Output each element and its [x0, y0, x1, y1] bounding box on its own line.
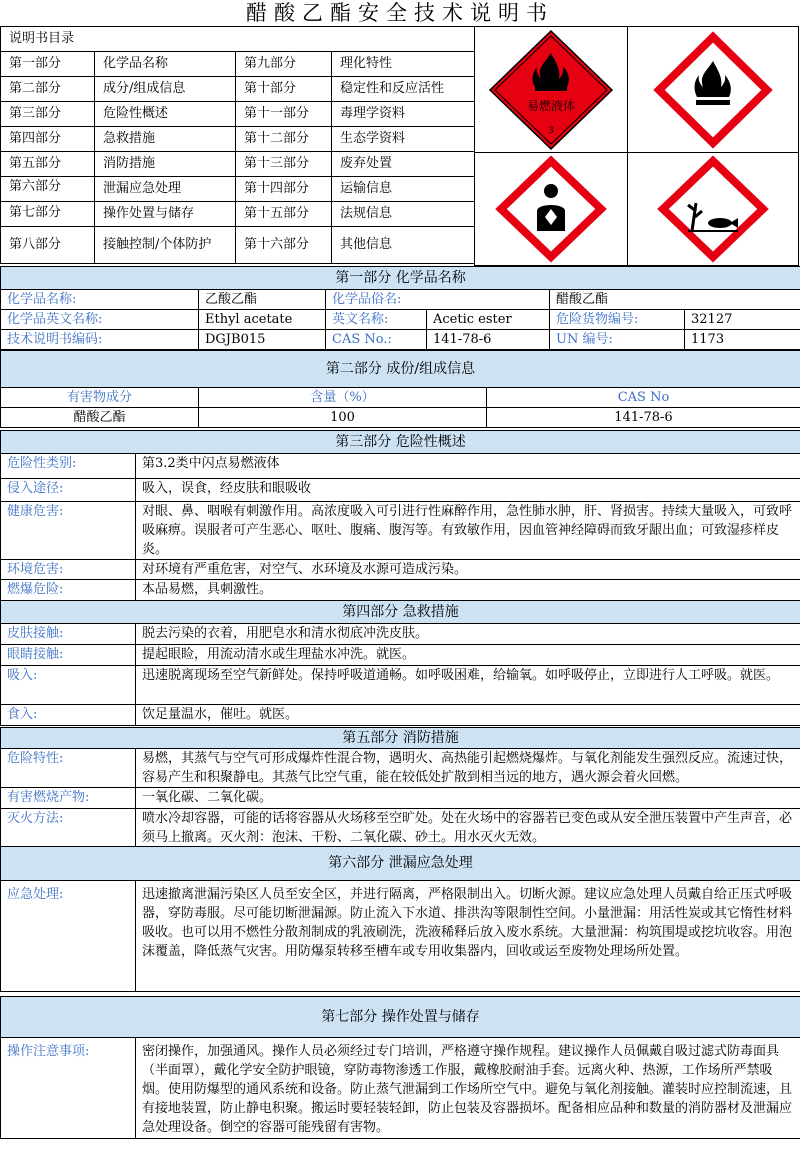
section-6-table: 第六部分 泄漏应急处理 应急处理: 迅速撤离泄漏污染区人员至安全区，并进行隔离，严格限制出入。切断火源。建议应急处理人员戴自给正压式呼吸器，穿防毒服。尽可能切断泄漏源。防止流入下水道、排洪沟等限制性空间。小量泄漏：用活性炭或其它惰性材料吸收。也可以用不燃性分散剂制成的乳液刷洗，洗液稀释后放入废水系统。大量泄漏：构筑围堤或挖坑收容。用泡沫覆盖，降低蒸气灾害。用防爆泵转移至槽车或专用收集器内，回收或运至废物处理场所处置。	[0, 846, 800, 992]
section-5-title: 第五部分 消防措施	[1, 728, 800, 749]
pictogram-cell	[474, 26, 628, 153]
toc-row: 第二部分 成分/组成信息 第十部分 稳定性和反应活性	[1, 77, 475, 102]
section-3-title: 第三部分 危险性概述	[1, 431, 800, 454]
ghs-environment-icon	[628, 153, 798, 265]
section-2-table: 第二部分 成份/组成信息 有害物成分 含量（%） CAS No 醋酸乙酯 100 141-78-6	[0, 350, 800, 428]
toc-row: 第四部分 急救措施 第十二部分 生态学资料	[1, 127, 475, 152]
toc-row: 第五部分 消防措施 第十三部分 废弃处置	[1, 152, 475, 177]
section-4-table: 第四部分 急救措施 皮肤接触: 脱去污染的衣着，用肥皂水和清水彻底冲洗皮肤。 眼睛接触: 提起眼睑，用流动清水或生理盐水冲洗。就医。 吸入: 迅速脱离现场至空气新鲜处。保持呼吸道通畅。如呼吸困难，给输氧。如呼吸停止，立即进行人工呼吸。就医。 食入: 饮足量温水，催吐。就医。	[0, 600, 800, 726]
section-5-table: 第五部分 消防措施 危险特性: 易燃，其蒸气与空气可形成爆炸性混合物，遇明火、高热能引起燃烧爆炸。与氧化剂能发生强烈反应。流速过快，容易产生和积聚静电。其蒸气比空气重，能在较低处扩散到相当远的地方，遇火源会着火回燃。 有害燃烧产物: 一氧化碳、二氧化碳。 灭火方法: 喷水冷却容器，可能的话将容器从火场移至空旷处。处在火场中的容器若已变色或从安全泄压装置中产生声音，必须马上撤离。灭火剂：泡沫、干粉、二氧化碳、砂土。用水灭火无效。	[0, 727, 800, 848]
toc-row: 第八部分 接触控制/个体防护 第十六部分 其他信息	[1, 227, 475, 264]
section-3-table: 第三部分 危险性概述 危险性类别: 第3.2类中闪点易燃液体 侵入途径: 吸入，误食，经皮肤和眼吸收 健康危害: 对眼、鼻、咽喉有刺激作用。高浓度吸入可引进行性麻醉作用，急性肺水肿，肝、肾损害。持续大量吸入，可致呼吸麻痹。误服者可产生恶心、呕吐、腹痛、腹泻等。有致敏作用，因血管神经障碍而致牙龈出血；可致湿疹样皮炎。 环境危害: 对环境有严重危害，对空气、水环境及水源可造成污染。 燃爆危险: 本品易燃，具刺激性。	[0, 430, 800, 601]
hazard-pictograms	[474, 26, 799, 266]
toc-header: 说明书目录	[1, 27, 475, 52]
section-7-table: 第七部分 操作处置与储存 操作注意事项: 密闭操作，加强通风。操作人员必须经过专门培训，严格遵守操作规程。建议操作人员佩戴自吸过滤式防毒面具（半面罩），戴化学安全防护眼镜，穿防毒物渗透工作服，戴橡胶耐油手套。远离火种、热源，工作场所严禁吸烟。使用防爆型的通风系统和设备。防止蒸气泄漏到工作场所空气中。避免与氧化剂接触。灌装时应控制流速，且有接地装置，防止静电积聚。搬运时要轻装轻卸，防止包装及容器损坏。配备相应品种和数量的消防器材及泄漏应急处理设备。倒空的容器可能残留有害物。	[0, 996, 800, 1139]
section-2-title: 第二部分 成份/组成信息	[1, 351, 800, 388]
toc-row: 第三部分 危险性概述 第十一部分 毒理学资料	[1, 102, 475, 127]
section-6-title: 第六部分 泄漏应急处理	[1, 847, 800, 881]
section-7-title: 第七部分 操作处置与储存	[1, 997, 800, 1038]
toc-row: 第一部分 化学品名称 第九部分 理化特性	[1, 52, 475, 77]
pictogram-cell	[627, 152, 799, 266]
section-1-title: 第一部分 化学品名称	[1, 267, 800, 290]
ghs-health-hazard-icon	[475, 153, 627, 265]
toc-table	[0, 26, 475, 264]
diamond-label-text: 易燃液体	[526, 99, 576, 113]
pictogram-cell	[627, 26, 799, 153]
flammable-liquid-label-icon	[475, 27, 627, 152]
ghs-flame-icon	[628, 27, 798, 152]
section-1-table: 第一部分 化学品名称 化学品名称: 乙酸乙酯 化学品俗名: 醋酸乙酯 化学品英文名称: Ethyl acetate 英文名称: Acetic ester 危险货物编号: 32127 技术说明书编码: DGJB015 CAS No.: 141-78-6 UN 编号: 1173	[0, 266, 800, 350]
section-4-title: 第四部分 急救措施	[1, 601, 800, 624]
document-title: 醋酸乙酯安全技术说明书	[246, 1, 554, 25]
pictogram-cell	[474, 152, 628, 266]
toc-row: 第六部分 泄漏应急处理 第十四部分 运输信息	[1, 177, 475, 202]
diamond-class-number: 3	[548, 126, 554, 136]
toc-row: 第七部分 操作处置与储存 第十五部分 法规信息	[1, 202, 475, 227]
